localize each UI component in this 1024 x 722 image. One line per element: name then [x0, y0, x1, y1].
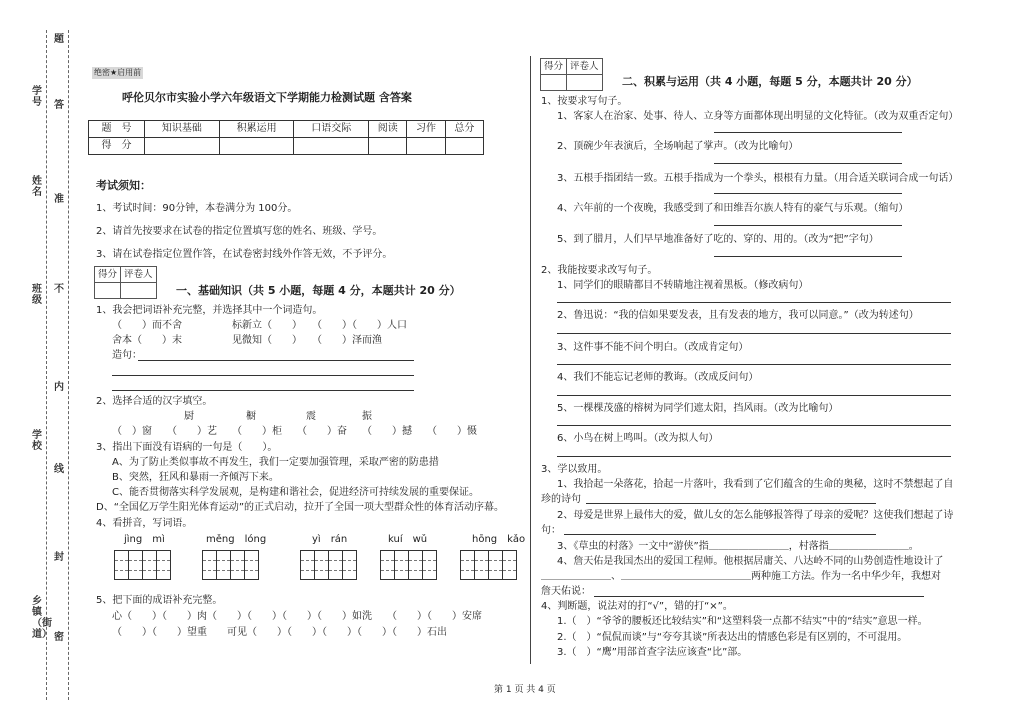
column-divider — [530, 56, 531, 664]
binding-label: 不 — [54, 284, 64, 295]
score-header: 口语交际 — [294, 121, 369, 138]
page-footer: 第 1 页 共 4 页 — [494, 685, 556, 695]
pinyin-label: jìng mì — [124, 534, 165, 545]
s2-q4-item: 3.（ ）“鹰”用部首查字法应该查“比”部。 — [557, 647, 748, 658]
s2-q1-item: 3、五根手指团结一致。五根手指成为一个拳头，根根有力量。（用合适关联词合成一句话） — [557, 173, 959, 184]
pinyin-label: kuí wǔ — [388, 534, 428, 545]
grader-name-label: 评卷人 — [121, 267, 157, 283]
s1-q3-option: B、突然，狂风和暴雨一齐倾泻下来。 — [112, 472, 279, 483]
s2-q2-item: 6、小鸟在树上鸣叫。（改为拟人句） — [557, 433, 719, 444]
score-cell[interactable] — [145, 138, 220, 155]
s2-q2-item: 4、我们不能忘记老师的教诲。（改成反问句） — [557, 372, 759, 383]
grader-score-cell[interactable] — [95, 283, 121, 299]
s1-q1-stem: 1、我会把词语补充完整，并选择其中一个词造句。 — [96, 305, 323, 316]
score-row-label: 得 分 — [89, 138, 145, 155]
s2-q1-item: 5、到了腊月，人们早早地准备好了吃的、穿的、用的。（改为“把”字句） — [557, 234, 879, 245]
s1-q3-stem: 3、指出下面没有语病的一句是（ ）。 — [96, 442, 278, 453]
answer-line[interactable] — [714, 225, 902, 226]
s2-q3-p2a: 2、母爱是世界上最伟大的爱，做儿女的怎么能够报答得了母亲的爱呢？这使我们想起了诗 — [557, 510, 954, 521]
s2-q2-item: 2、鲁迅说：“我的信如果要发表，且有发表的地方，我可以同意。”（改为转述句） — [557, 310, 919, 321]
s2-q2-stem: 2、我能按要求改写句子。 — [541, 265, 658, 276]
grader-name-cell[interactable] — [567, 75, 603, 91]
s2-q3-p4a: 4、詹天佑是我国杰出的爱国工程师。他根据居庸关、八达岭不同的山势创造性地设计了 — [557, 556, 944, 567]
grader-name-label: 评卷人 — [567, 59, 603, 75]
notice-heading: 考试须知： — [96, 179, 151, 192]
page-title: 呼伦贝尔市实验小学六年级语文下学期能力检测试题 含答案 — [122, 91, 412, 104]
answer-line[interactable] — [586, 503, 876, 504]
score-header: 阅读 — [369, 121, 407, 138]
binding-label: 封 — [54, 552, 64, 563]
s1-q2-row: （ ）窗 （ ）艺 （ ）柜 （ ）奋 （ ）撼 （ ）慑 — [112, 426, 477, 437]
tianzi-grid[interactable] — [460, 550, 516, 580]
notice-item: 3、请在试卷指定位置作答，在试卷密封线外作答无效，不予评分。 — [96, 249, 393, 260]
s1-q2-char: 厨 — [184, 411, 194, 422]
grader-name-cell[interactable] — [121, 283, 157, 299]
s1-q2-char: 橱 — [246, 411, 256, 422]
score-cell[interactable] — [369, 138, 407, 155]
binding-label: 密 — [54, 632, 64, 643]
binding-line-inner — [68, 30, 69, 700]
binding-label: 学号 — [32, 86, 42, 108]
binding-label: 乡镇（街道） — [32, 596, 52, 640]
s2-q2-item: 5、一棵棵茂盛的榕树为同学们遮太阳，挡风雨。（改为比喻句） — [557, 403, 839, 414]
s2-q4-item: 2.（ ）“侃侃而谈”与“夸夸其谈”所表达出的情感色彩是有区别的，不可混用。 — [557, 632, 908, 643]
section1-heading: 一、基础知识（共 5 小题，每题 4 分，本题共计 20 分） — [176, 284, 461, 297]
s2-q3-p1a: 1、我拾起一朵落花，拾起一片落叶，我看到了它们蕴含的生命的奥秘，这时不禁想起了自 — [557, 479, 954, 490]
answer-line[interactable] — [557, 456, 951, 457]
answer-line[interactable] — [557, 364, 951, 365]
s1-q1-row1: （ ）而不舍 标新立（ ） （ ）（ ）人口 — [112, 320, 407, 331]
score-header: 积累运用 — [219, 121, 294, 138]
grader-score-label: 得分 — [541, 59, 567, 75]
binding-label: 学校 — [32, 430, 42, 452]
binding-label: 姓名 — [32, 176, 42, 198]
score-cell[interactable] — [219, 138, 294, 155]
s1-q1-row2: 舍本（ ）末 见微知（ ） （ ）泽而渔 — [112, 335, 382, 346]
s1-q3-option: D、“全国亿万学生阳光体育运动”的正式启动，拉开了全国一项大型群众性的体育活动序幕。 — [96, 502, 505, 513]
answer-line[interactable] — [112, 375, 414, 376]
s2-q3-p2b: 句： — [541, 525, 561, 536]
score-header: 题 号 — [89, 121, 145, 138]
s2-q4-stem: 4、判断题，说法对的打“√”，错的打“×”。 — [541, 601, 733, 612]
binding-label: 答 — [54, 100, 64, 111]
binding-label: 准 — [54, 194, 64, 205]
answer-line[interactable] — [714, 193, 902, 194]
answer-line[interactable] — [557, 425, 951, 426]
grader-score-label: 得分 — [95, 267, 121, 283]
score-header: 习作 — [407, 121, 445, 138]
answer-line[interactable] — [557, 302, 951, 303]
tianzi-grid[interactable] — [380, 550, 436, 580]
s1-q4-stem: 4、看拼音，写词语。 — [96, 518, 193, 529]
grader-box-2 — [540, 58, 603, 91]
notice-item: 1、考试时间：90分钟，本卷满分为 100分。 — [96, 203, 298, 214]
binding-label: 题 — [54, 34, 64, 45]
answer-line[interactable] — [112, 390, 414, 391]
score-cell[interactable] — [407, 138, 445, 155]
s2-q2-item: 1、同学们的眼睛都目不转睛地注视着黑板。（修改病句） — [557, 280, 809, 291]
answer-line[interactable] — [594, 596, 924, 597]
answer-line[interactable] — [138, 360, 414, 361]
s2-q3-p4b: ＿＿＿＿＿＿＿、＿＿＿＿＿＿＿＿＿＿＿＿＿两种施工方法。作为一名中华少年，我想对 — [541, 571, 941, 582]
grader-box-1 — [94, 266, 157, 299]
s2-q1-item: 4、六年前的一个夜晚，我感受到了和田维吾尔族人特有的豪气与乐观。（缩句） — [557, 203, 909, 214]
s2-q1-stem: 1、按要求写句子。 — [541, 96, 628, 107]
s1-q2-stem: 2、选择合适的汉字填空。 — [96, 396, 213, 407]
s1-q5-row2: （ ）（ ）望重 可见（ ）（ ）（ ）（ ）（ ）石出 — [112, 627, 447, 638]
tianzi-grid[interactable] — [202, 550, 258, 580]
score-cell[interactable] — [294, 138, 369, 155]
answer-line[interactable] — [557, 333, 951, 334]
s1-q2-char: 振 — [362, 411, 372, 422]
s2-q3-stem: 3、学以致用。 — [541, 464, 608, 475]
s1-q1-sentence-label: 造句： — [112, 350, 142, 361]
s2-q3-p3: 3、《草虫的村落》一文中“游侠”指＿＿＿＿＿＿＿＿，村落指＿＿＿＿＿＿＿＿。 — [557, 541, 919, 552]
binding-label: 线 — [54, 464, 64, 475]
s1-q2-char: 震 — [306, 411, 316, 422]
binding-line-outer — [46, 30, 47, 700]
secret-tag: 绝密★启用前 — [94, 68, 142, 77]
notice-item: 2、请首先按要求在试卷的指定位置填写您的姓名、班级、学号。 — [96, 226, 383, 237]
s2-q4-item: 1.（ ）“爷爷的腰板还比较结实”和“这塑料袋一点都不结实”中的“结实”意思一样。 — [557, 616, 928, 627]
binding-label: 内 — [54, 382, 64, 393]
binding-label: 班级 — [32, 284, 42, 306]
tianzi-grid[interactable] — [300, 550, 356, 580]
section2-heading: 二、积累与运用（共 4 小题，每题 5 分，本题共计 20 分） — [622, 75, 918, 88]
answer-line[interactable] — [714, 132, 902, 133]
s2-q1-item: 1、客家人在治家、处事、待人、立身等方面都体现出明显的文化特征。（改为双重否定句） — [557, 111, 959, 122]
s2-q3-p4c: 詹天佑说： — [541, 586, 591, 597]
answer-line[interactable] — [714, 163, 902, 164]
score-cell[interactable] — [445, 138, 483, 155]
answer-line[interactable] — [557, 395, 951, 396]
score-header: 总分 — [445, 121, 483, 138]
s1-q5-row1: 心（ ）（ ）肉（ ）（ ）（ ）（ ）如洗 （ ）（ ）安席 — [112, 611, 482, 622]
tianzi-grid[interactable] — [114, 550, 170, 580]
s1-q5-stem: 5、把下面的成语补充完整。 — [96, 595, 223, 606]
answer-line[interactable] — [564, 534, 876, 535]
score-table — [88, 120, 484, 155]
s2-q2-item: 3、这件事不能不问个明白。（改成肯定句） — [557, 342, 749, 353]
pinyin-label: hōng kǎo — [472, 534, 526, 545]
answer-line[interactable] — [714, 256, 902, 257]
s1-q3-option: C、能否贯彻落实科学发展观，是构建和谐社会，促进经济可持续发展的重要保证。 — [112, 487, 479, 498]
pinyin-label: měng lóng — [206, 534, 267, 545]
s1-q3-option: A、为了防止类似事故不再发生，我们一定要加强管理，采取严密的防患措 — [112, 457, 439, 468]
s2-q3-p1b: 珍的诗句 — [541, 494, 581, 505]
pinyin-label: yì rán — [312, 534, 348, 545]
s2-q1-item: 2、顶碗少年表演后，全场响起了掌声。（改为比喻句） — [557, 141, 799, 152]
grader-score-cell[interactable] — [541, 75, 567, 91]
score-header: 知识基础 — [145, 121, 220, 138]
